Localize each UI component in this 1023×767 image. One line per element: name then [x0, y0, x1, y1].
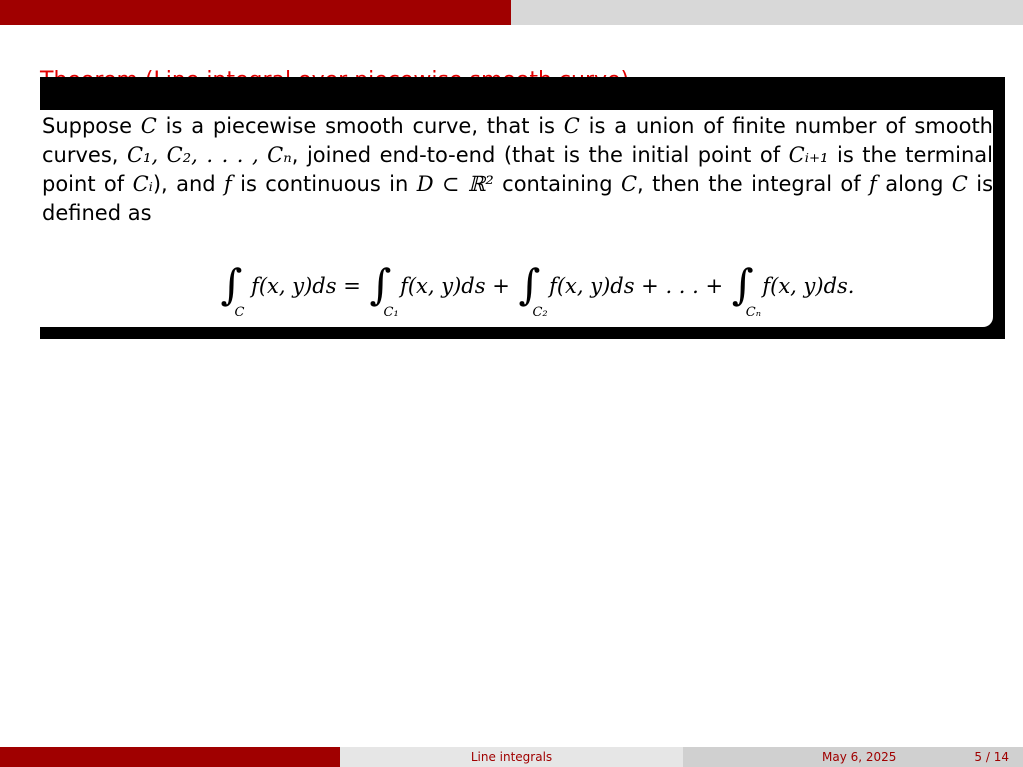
- equation-term: f(x, y)ds + . . . +: [549, 274, 724, 298]
- theorem-block: [40, 77, 1005, 339]
- footer-title: Line integrals: [340, 747, 683, 767]
- integral-sign: ∫ C₂: [518, 260, 548, 320]
- theorem-text: Suppose C is a piecewise smooth curve, that is C is a union of finite number of smooth curves, C₁, C₂, . . . , Cₙ, joined end-to-end (that is the initial point of Cᵢ₊₁ is the terminal point of Cᵢ), and f is continuous in D ⊂ ℝ² containing C, then the integral of f along C is defined as: [42, 114, 994, 225]
- theorem-body: [40, 110, 993, 327]
- footer-left-segment: [0, 747, 340, 767]
- footer-right-segment: [683, 747, 1023, 767]
- equation-term: f(x, y)ds.: [762, 274, 855, 298]
- integral-sign: ∫ C₁: [369, 260, 399, 320]
- header-bar-right: [511, 0, 1023, 25]
- equation-term: f(x, y)ds +: [400, 274, 510, 298]
- display-equation: [40, 258, 993, 320]
- integral-sign: ∫ Cₙ: [731, 260, 761, 320]
- header-bar-left: [0, 0, 511, 25]
- footer-date: May 6, 2025: [821, 750, 897, 764]
- integral-sign: ∫ C: [220, 260, 245, 320]
- page-number: 5 / 14: [974, 750, 1009, 764]
- equation-term: f(x, y)ds =: [251, 274, 361, 298]
- footer-bar: [0, 747, 1023, 767]
- header-bar: [0, 0, 1023, 25]
